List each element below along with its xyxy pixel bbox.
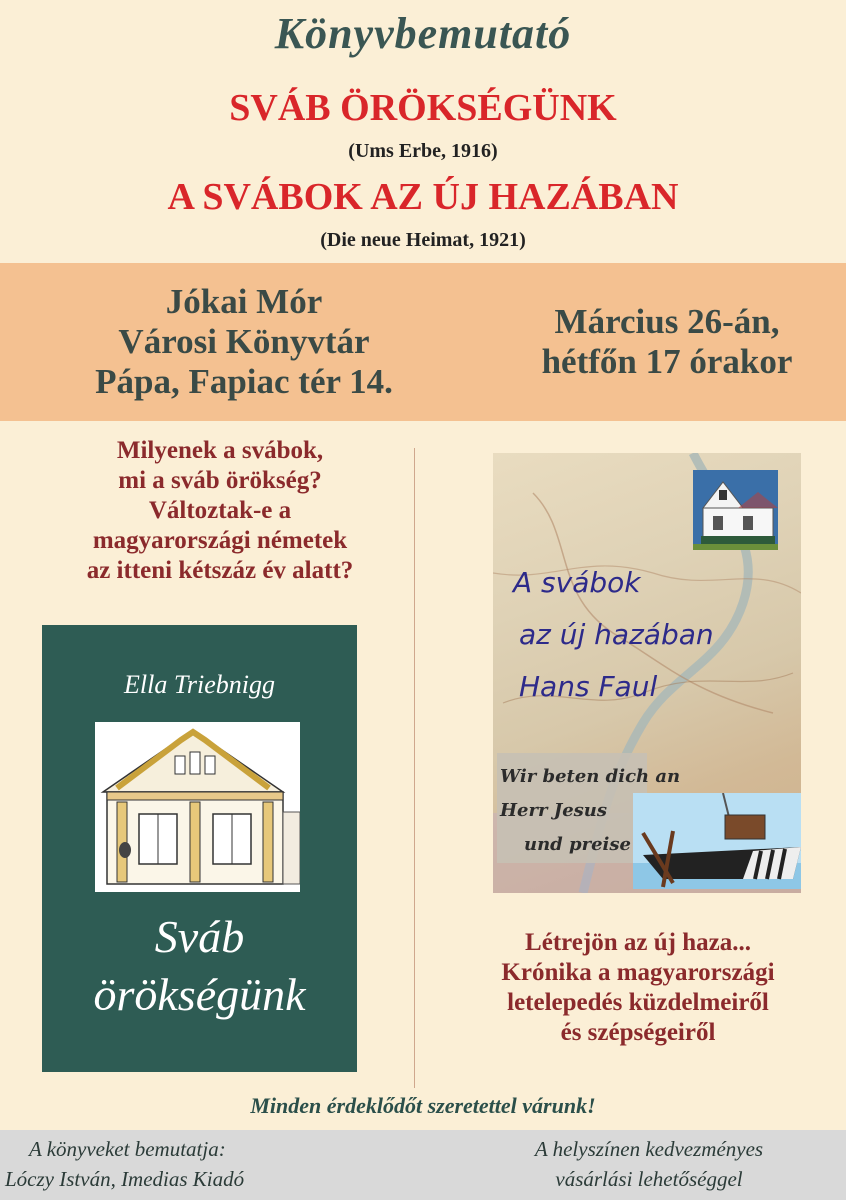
date-line: hétfőn 17 órakor — [541, 342, 793, 381]
description-line: és szépségeiről — [560, 1019, 716, 1046]
welcome-message: Minden érdeklődőt szeretettel várunk! — [250, 1093, 596, 1118]
cover-house-illustration — [95, 722, 300, 892]
cover-text-line: az új hazában — [519, 618, 714, 651]
intro-question — [20, 436, 420, 586]
question-line: Változtak-e a — [148, 497, 292, 524]
book1-subtitle: (Ums Erbe, 1916) — [348, 140, 498, 162]
cover-title-line: örökségünk — [93, 969, 306, 1020]
presenter-line: Lóczy István, Imedias Kiadó — [5, 1167, 245, 1191]
presenter-info — [5, 1134, 425, 1194]
cover-title — [42, 908, 357, 1024]
discount-line: A helyszínen kedvezményes — [534, 1137, 764, 1161]
cover-text-line: Hans Faul — [519, 670, 658, 703]
fraktur-line: Herr Jesus — [500, 800, 608, 821]
question-line: Milyenek a svábok, — [116, 437, 324, 464]
venue-line: Pápa, Fapiac tér 14. — [95, 362, 393, 401]
cover-fraktur-text — [500, 760, 681, 862]
description-line: Krónika a magyarországi — [501, 959, 775, 986]
date-line: Március 26-án, — [554, 302, 780, 341]
description-line: Létrejön az új haza... — [525, 929, 751, 956]
event-date — [488, 302, 846, 382]
fraktur-line: Wir beten dich an — [500, 766, 681, 787]
book2-title: A SVÁBOK AZ ÚJ HAZÁBAN — [167, 176, 679, 218]
book-description — [430, 928, 846, 1048]
question-line: az itteni kétszáz év alatt? — [86, 557, 354, 584]
venue-address — [0, 282, 488, 402]
book1-title: SVÁB ÖRÖKSÉGÜNK — [229, 87, 617, 129]
question-line: mi a sváb örökség? — [118, 467, 322, 494]
cover-text-line: A svábok — [513, 566, 641, 599]
presenter-line: A könyveket bemutatja: — [29, 1137, 226, 1161]
discount-info — [452, 1134, 846, 1194]
book2-subtitle: (Die neue Heimat, 1921) — [320, 229, 526, 251]
description-line: letelepedés küzdelmeiről — [507, 989, 769, 1016]
cover-text — [513, 557, 793, 713]
venue-line: Jókai Mór — [165, 282, 323, 321]
cover-title-line: Sváb — [154, 911, 245, 962]
cover-boat-illustration — [633, 793, 801, 889]
discount-line: vásárlási lehetőséggel — [555, 1167, 743, 1191]
fraktur-line: und preise — [524, 834, 631, 855]
event-heading: Könyvbemutató — [274, 9, 572, 58]
cover-author: Ella Triebnigg — [124, 670, 275, 699]
venue-line: Városi Könyvtár — [118, 322, 370, 361]
question-line: magyarországi németek — [92, 527, 348, 554]
cover-house-photo — [693, 470, 778, 550]
